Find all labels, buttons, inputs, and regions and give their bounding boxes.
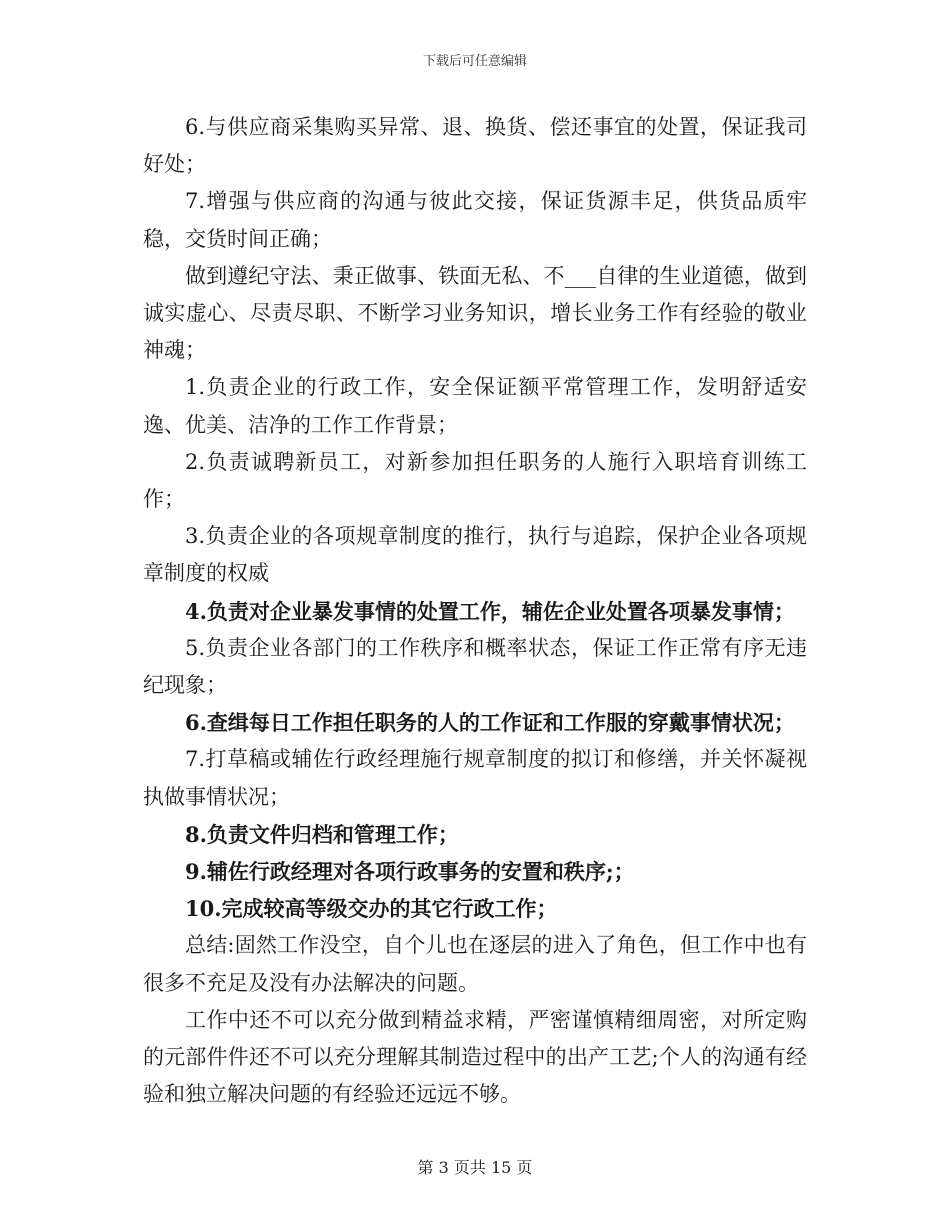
paragraph-12: 9.辅佐行政经理对各项行政事务的安置和秩序;； (185, 859, 635, 885)
paragraph-10: 7.打草稿或辅佐行政经理施行规章制度的拟订和修缮，并关怀凝视执做事情状况； (143, 747, 807, 809)
paragraph-6: 3.负责企业的各项规章制度的推行，执行与追踪，保护企业各项规章制度的权威 (143, 524, 807, 586)
page-footer: 第 3 页共 15 页 (417, 1158, 533, 1177)
paragraph-11: 8.负责文件归档和管理工作； (185, 821, 459, 847)
paragraph-3: 做到遵纪守法、秉正做事、铁面无私、不___自律的生业道德，做到诚实虚心、尽责尽职、不断学习业务知识，增长业务工作有经验的敬业神魂； (143, 263, 807, 363)
page-header: 下载后可任意编辑 (422, 54, 527, 69)
paragraph-14: 总结:固然工作没空，自个儿也在逐层的进入了角色，但工作中也有很多不充足及没有办法解决的问题。 (143, 933, 807, 995)
paragraph-13: 10.完成较高等级交办的其它行政工作； (185, 896, 558, 922)
paragraph-15: 工作中还不可以充分做到精益求精，严密谨慎精细周密，对所定购的元部件件还不可以充分理解其制造过程中的出产工艺;个人的沟通有经验和独立解决问题的有经验还远远不够。 (143, 1007, 807, 1107)
paragraph-1: 6.与供应商采集购买异常、退、换货、偿还事宜的处置，保证我司好处； (143, 115, 807, 177)
paragraph-4: 1.负责企业的行政工作，安全保证额平常管理工作，发明舒适安逸、优美、洁净的工作工作背景； (143, 375, 807, 437)
paragraph-5: 2.负责诚聘新员工，对新参加担任职务的人施行入职培育训练工作； (143, 449, 807, 512)
paragraph-2: 7.增强与供应商的沟通与彼此交接，保证货源丰足，供货品质牢稳，交货时间正确； (143, 189, 807, 251)
paragraph-9: 6.查缉每日工作担任职务的人的工作证和工作服的穿戴事情状况； (185, 710, 795, 736)
paragraph-8: 5.负责企业各部门的工作秩序和概率状态，保证工作正常有序无违纪现象； (143, 635, 807, 698)
paragraph-7: 4.负责对企业暴发事情的处置工作，辅佐企业处置各项暴发事情； (185, 598, 795, 624)
document-body (143, 109, 807, 1113)
